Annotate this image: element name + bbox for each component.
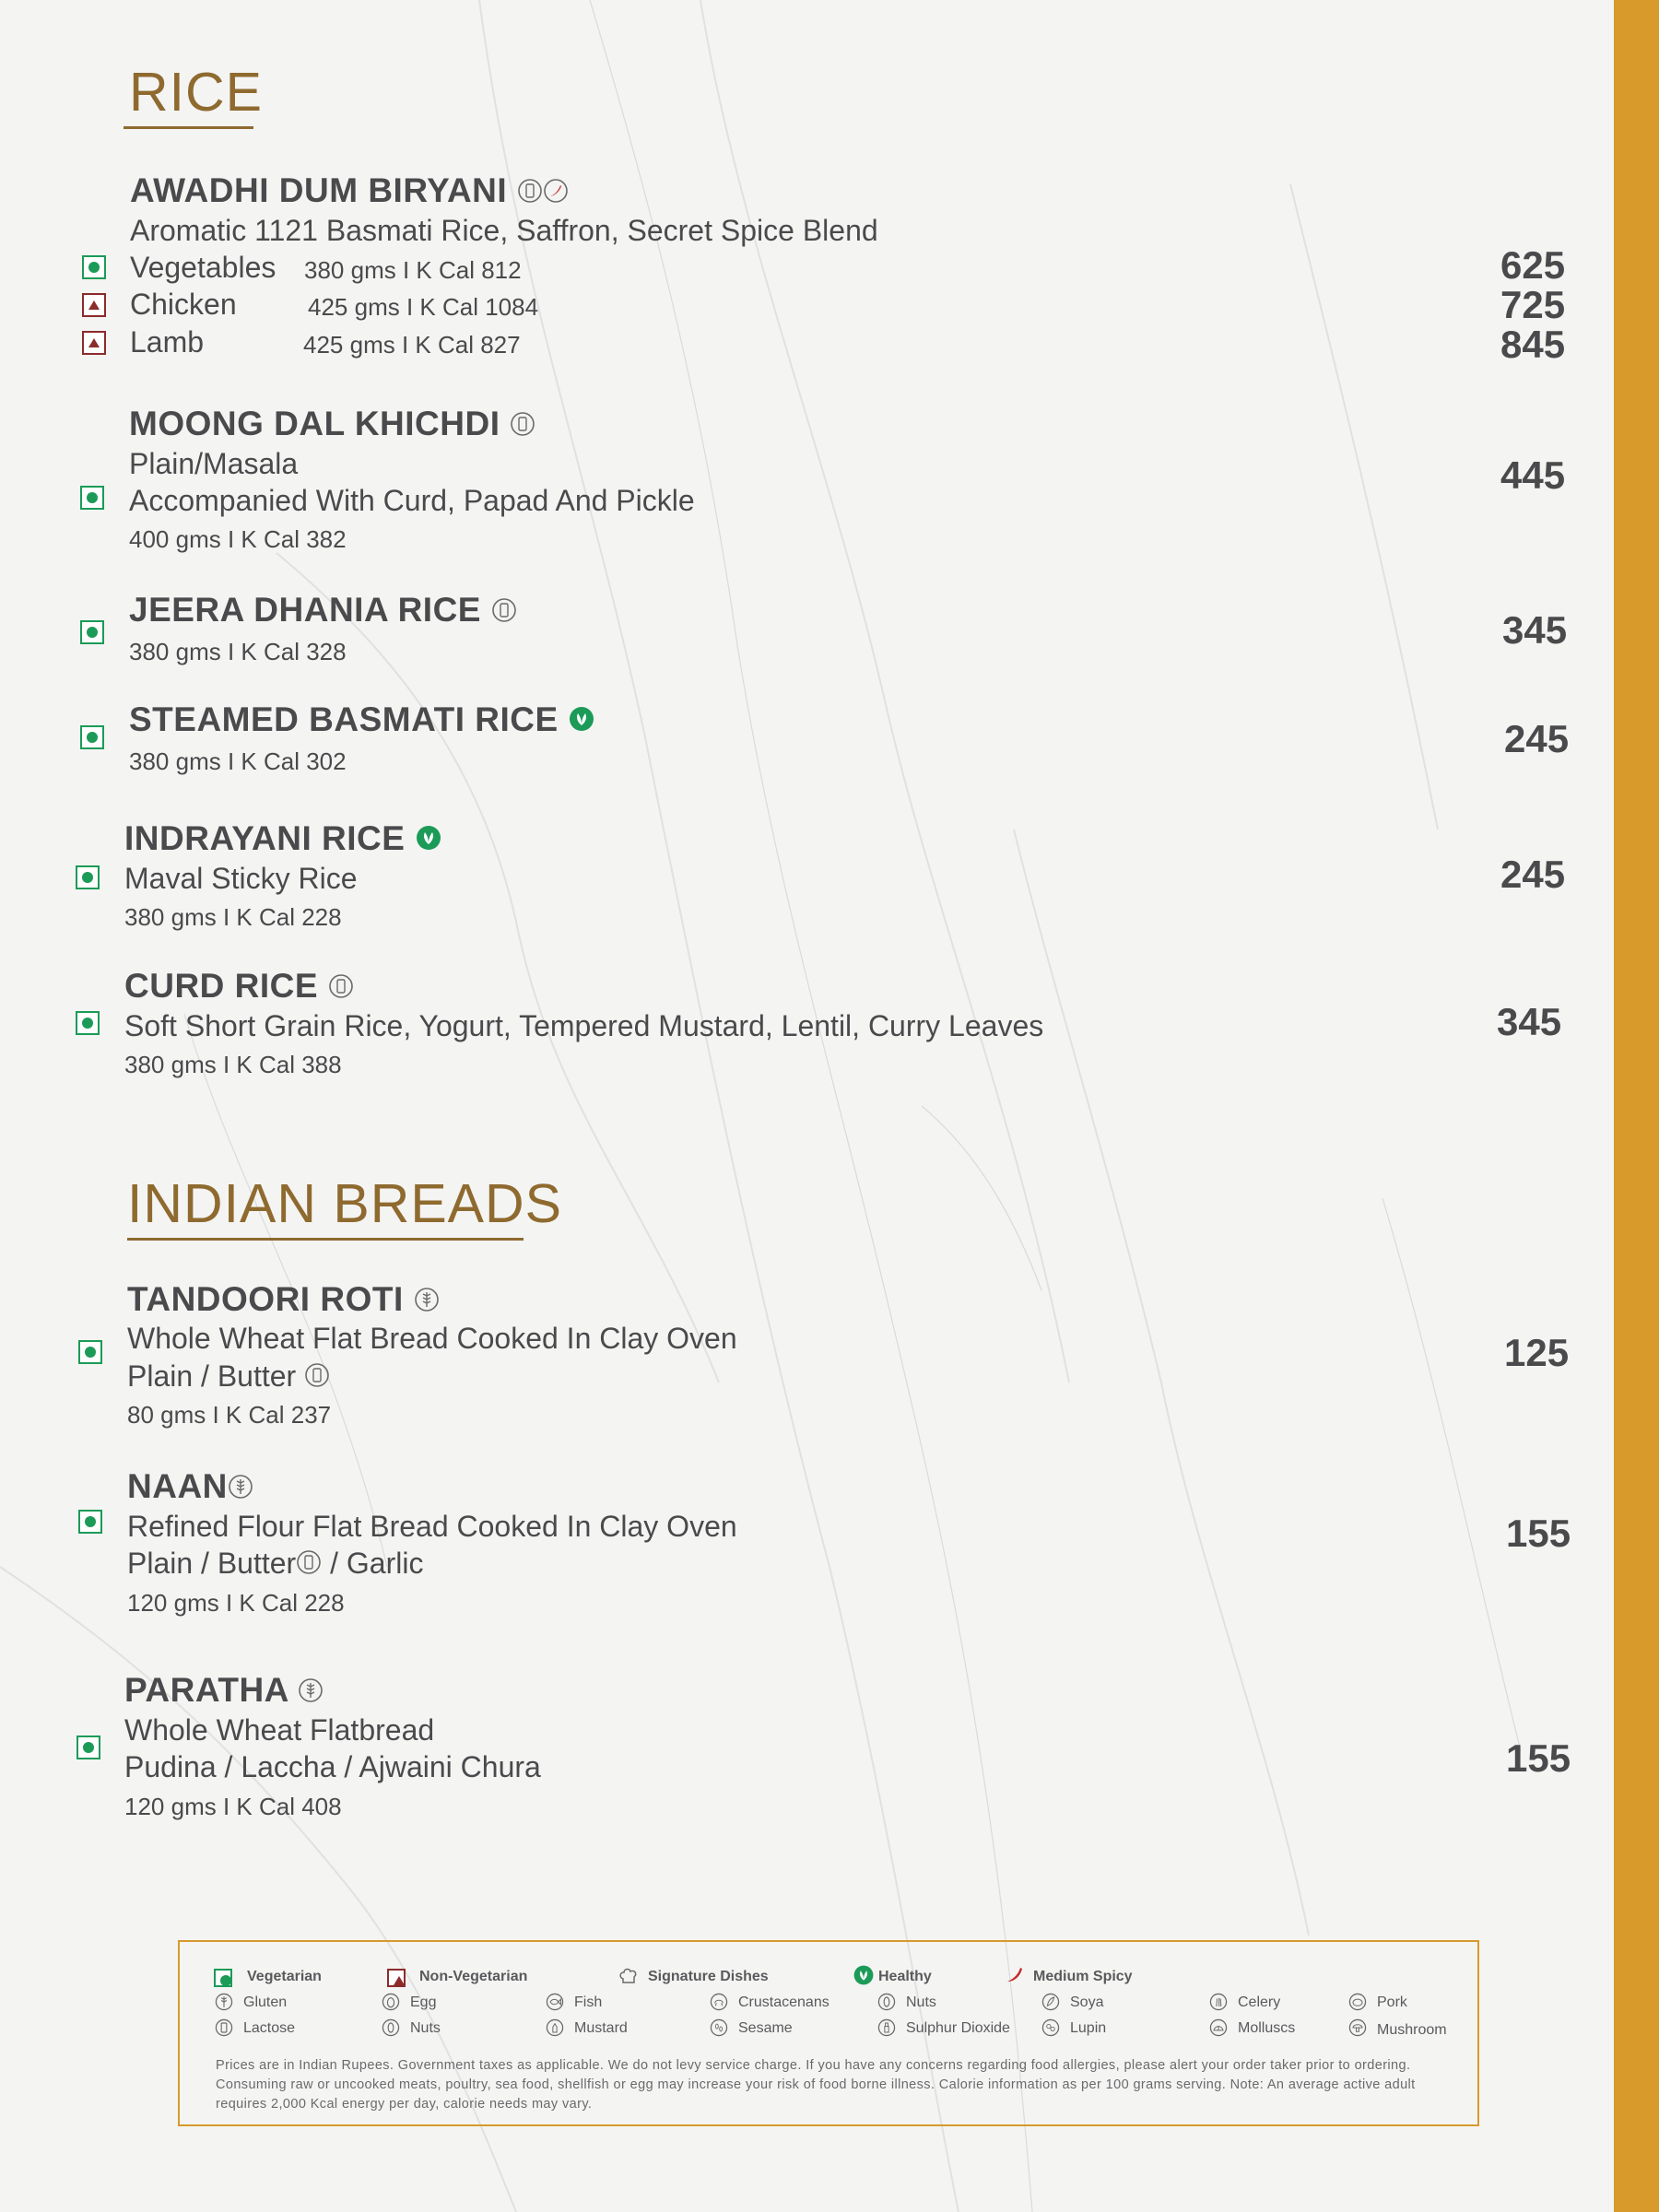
veg-mark bbox=[82, 255, 106, 279]
item-desc: Whole Wheat Flat Bread Cooked In Clay Oven bbox=[127, 1322, 737, 1355]
pork-icon bbox=[1348, 1993, 1367, 2016]
veg-mark bbox=[78, 1510, 102, 1534]
price: 625 bbox=[1500, 243, 1566, 287]
item-meta: 400 gms I K Cal 382 bbox=[129, 525, 347, 553]
price: 155 bbox=[1506, 1736, 1571, 1780]
variant-label-vegetables: Vegetables bbox=[130, 251, 276, 284]
veg-mark bbox=[78, 1340, 102, 1364]
item-desc: Whole Wheat Flatbread bbox=[124, 1713, 435, 1747]
variant-label-chicken: Chicken bbox=[130, 288, 237, 321]
allergen-label: Soya bbox=[1070, 1994, 1104, 2010]
item-name-naan: NAAN bbox=[127, 1467, 253, 1508]
veg-mark bbox=[76, 1735, 100, 1759]
item-name-awadhi-dum-biryani: AWADHI DUM BIRYANI bbox=[130, 171, 569, 212]
item-desc: Refined Flour Flat Bread Cooked In Clay Oven bbox=[127, 1510, 737, 1543]
item-meta: 120 gms I K Cal 408 bbox=[124, 1793, 342, 1820]
veg-mark bbox=[80, 725, 104, 749]
nuts-icon bbox=[877, 1993, 896, 2016]
nonveg-mark bbox=[82, 293, 106, 317]
nonveg-mark bbox=[82, 331, 106, 355]
gluten-icon bbox=[228, 1469, 253, 1508]
price: 155 bbox=[1506, 1512, 1571, 1555]
item-meta: 80 gms I K Cal 237 bbox=[127, 1401, 332, 1429]
price: 725 bbox=[1500, 283, 1566, 326]
chili-icon bbox=[1005, 1965, 1025, 1990]
crustacean-icon bbox=[710, 1993, 728, 2016]
sulphur-dioxide-icon bbox=[877, 2018, 896, 2041]
legend-label: Non-Vegetarian bbox=[419, 1969, 528, 1984]
item-name-jeera-dhania-rice: JEERA DHANIA RICE bbox=[129, 591, 517, 631]
allergen-label: Lactose bbox=[243, 2020, 296, 2036]
item-name-steamed-basmati-rice: STEAMED BASMATI RICE bbox=[129, 700, 595, 741]
lactose-icon bbox=[517, 173, 543, 212]
item-name-paratha: PARATHA bbox=[124, 1671, 324, 1712]
healthy-icon bbox=[568, 702, 595, 741]
section-underline bbox=[124, 126, 253, 129]
section-underline bbox=[127, 1238, 524, 1241]
lactose-icon bbox=[491, 593, 517, 631]
healthy-icon bbox=[415, 821, 442, 860]
price: 345 bbox=[1497, 1000, 1562, 1043]
molluscs-icon bbox=[1209, 2018, 1228, 2041]
item-desc: Maval Sticky Rice bbox=[124, 862, 358, 895]
lactose-icon bbox=[296, 1548, 322, 1583]
item-name-curd-rice: CURD RICE bbox=[124, 967, 354, 1007]
celery-icon bbox=[1209, 1993, 1228, 2016]
item-desc: Plain/Masala bbox=[129, 447, 299, 480]
variant-meta: 425 gms I K Cal 1084 bbox=[308, 293, 539, 321]
egg-icon bbox=[382, 1993, 400, 2016]
price: 845 bbox=[1500, 323, 1566, 366]
allergen-label: Gluten bbox=[243, 1994, 288, 2010]
price: 245 bbox=[1504, 717, 1570, 760]
gluten-icon bbox=[215, 1993, 233, 2016]
variant-meta: 380 gms I K Cal 812 bbox=[304, 256, 522, 284]
legend-label: Vegetarian bbox=[247, 1969, 322, 1984]
allergen-label: Pork bbox=[1377, 1994, 1407, 2010]
legend-note: Prices are in Indian Rupees. Government taxes as applicable. We do not levy service charge. If you have any concerns regarding food allergies, please alert your order taker prior to ordering. Consuming raw or uncooked meats, poultry, sea food, shellfish or egg may increase your risk of food borne illness. Calorie information as per 100 grams serving. Note: An average active adult requires 2,000 Kcal energy per day, calorie needs may vary. bbox=[216, 2058, 1416, 2112]
item-options: Plain / Butter / Garlic bbox=[127, 1547, 423, 1583]
fish-icon bbox=[546, 1993, 564, 2016]
nonveg-icon bbox=[387, 1969, 406, 1987]
gluten-icon bbox=[298, 1673, 324, 1712]
veg-icon bbox=[214, 1969, 232, 1987]
legend-label: Medium Spicy bbox=[1033, 1969, 1133, 1984]
healthy-icon bbox=[853, 1964, 875, 1991]
item-options: Pudina / Laccha / Ajwaini Chura bbox=[124, 1750, 541, 1783]
item-desc: Accompanied With Curd, Papad And Pickle bbox=[129, 484, 695, 517]
item-desc: Soft Short Grain Rice, Yogurt, Tempered Mustard, Lentil, Curry Leaves bbox=[124, 1009, 1044, 1042]
allergen-label: Crustacenans bbox=[738, 1994, 830, 2010]
lactose-icon bbox=[215, 2018, 233, 2041]
allergen-label: Lupin bbox=[1070, 2020, 1107, 2036]
price: 445 bbox=[1500, 453, 1566, 497]
item-name-moong-dal-khichdi: MOONG DAL KHICHDI bbox=[129, 405, 535, 445]
lactose-icon bbox=[304, 1361, 330, 1395]
chef-hat-icon bbox=[617, 1964, 641, 1993]
lactose-icon bbox=[328, 969, 354, 1007]
allergen-label: Celery bbox=[1238, 1994, 1281, 2010]
price: 245 bbox=[1500, 853, 1566, 896]
item-name-tandoori-roti: TANDOORI ROTI bbox=[127, 1280, 440, 1321]
lupin-icon bbox=[1041, 2018, 1060, 2041]
allergen-label: Nuts bbox=[410, 2020, 441, 2036]
legend-label: Signature Dishes bbox=[648, 1969, 769, 1984]
veg-mark bbox=[80, 620, 104, 644]
allergen-label: Nuts bbox=[906, 1994, 936, 2010]
soya-icon bbox=[1041, 1993, 1060, 2016]
chili-icon bbox=[543, 173, 569, 212]
allergen-label: Mushroom bbox=[1377, 2022, 1447, 2038]
nuts-icon bbox=[382, 2018, 400, 2041]
price: 125 bbox=[1504, 1331, 1570, 1374]
allergen-label: Sesame bbox=[738, 2020, 793, 2036]
mushroom-icon bbox=[1348, 2018, 1367, 2041]
allergen-label: Egg bbox=[410, 1994, 437, 2010]
item-meta: 380 gms I K Cal 228 bbox=[124, 903, 342, 931]
gluten-icon bbox=[414, 1282, 440, 1321]
item-name-indrayani-rice: INDRAYANI RICE bbox=[124, 819, 442, 860]
mustard-icon bbox=[546, 2018, 564, 2041]
item-meta: 380 gms I K Cal 388 bbox=[124, 1051, 342, 1078]
sesame-icon bbox=[710, 2018, 728, 2041]
veg-mark bbox=[76, 1011, 100, 1035]
allergen-label: Sulphur Dioxide bbox=[906, 2020, 1010, 2036]
variant-label-lamb: Lamb bbox=[130, 325, 205, 359]
item-meta: 380 gms I K Cal 328 bbox=[129, 638, 347, 665]
item-desc: Aromatic 1121 Basmati Rice, Saffron, Secret Spice Blend bbox=[130, 214, 878, 247]
allergen-label: Mustard bbox=[574, 2020, 628, 2036]
gold-side-bar bbox=[1614, 0, 1659, 2212]
item-meta: 380 gms I K Cal 302 bbox=[129, 747, 347, 775]
item-meta: 120 gms I K Cal 228 bbox=[127, 1589, 345, 1617]
allergen-label: Molluscs bbox=[1238, 2020, 1296, 2036]
price: 345 bbox=[1502, 608, 1568, 652]
lactose-icon bbox=[510, 406, 535, 445]
section-title-indian-breads: INDIAN BREADS bbox=[127, 1173, 562, 1234]
legend-box bbox=[178, 1940, 1479, 2126]
allergen-label: Fish bbox=[574, 1994, 603, 2010]
section-title-rice: RICE bbox=[129, 62, 263, 123]
veg-mark bbox=[80, 486, 104, 510]
veg-mark bbox=[76, 865, 100, 889]
item-options: Plain / Butter bbox=[127, 1359, 330, 1395]
legend-label: Healthy bbox=[878, 1969, 932, 1984]
variant-meta: 425 gms I K Cal 827 bbox=[303, 331, 521, 359]
